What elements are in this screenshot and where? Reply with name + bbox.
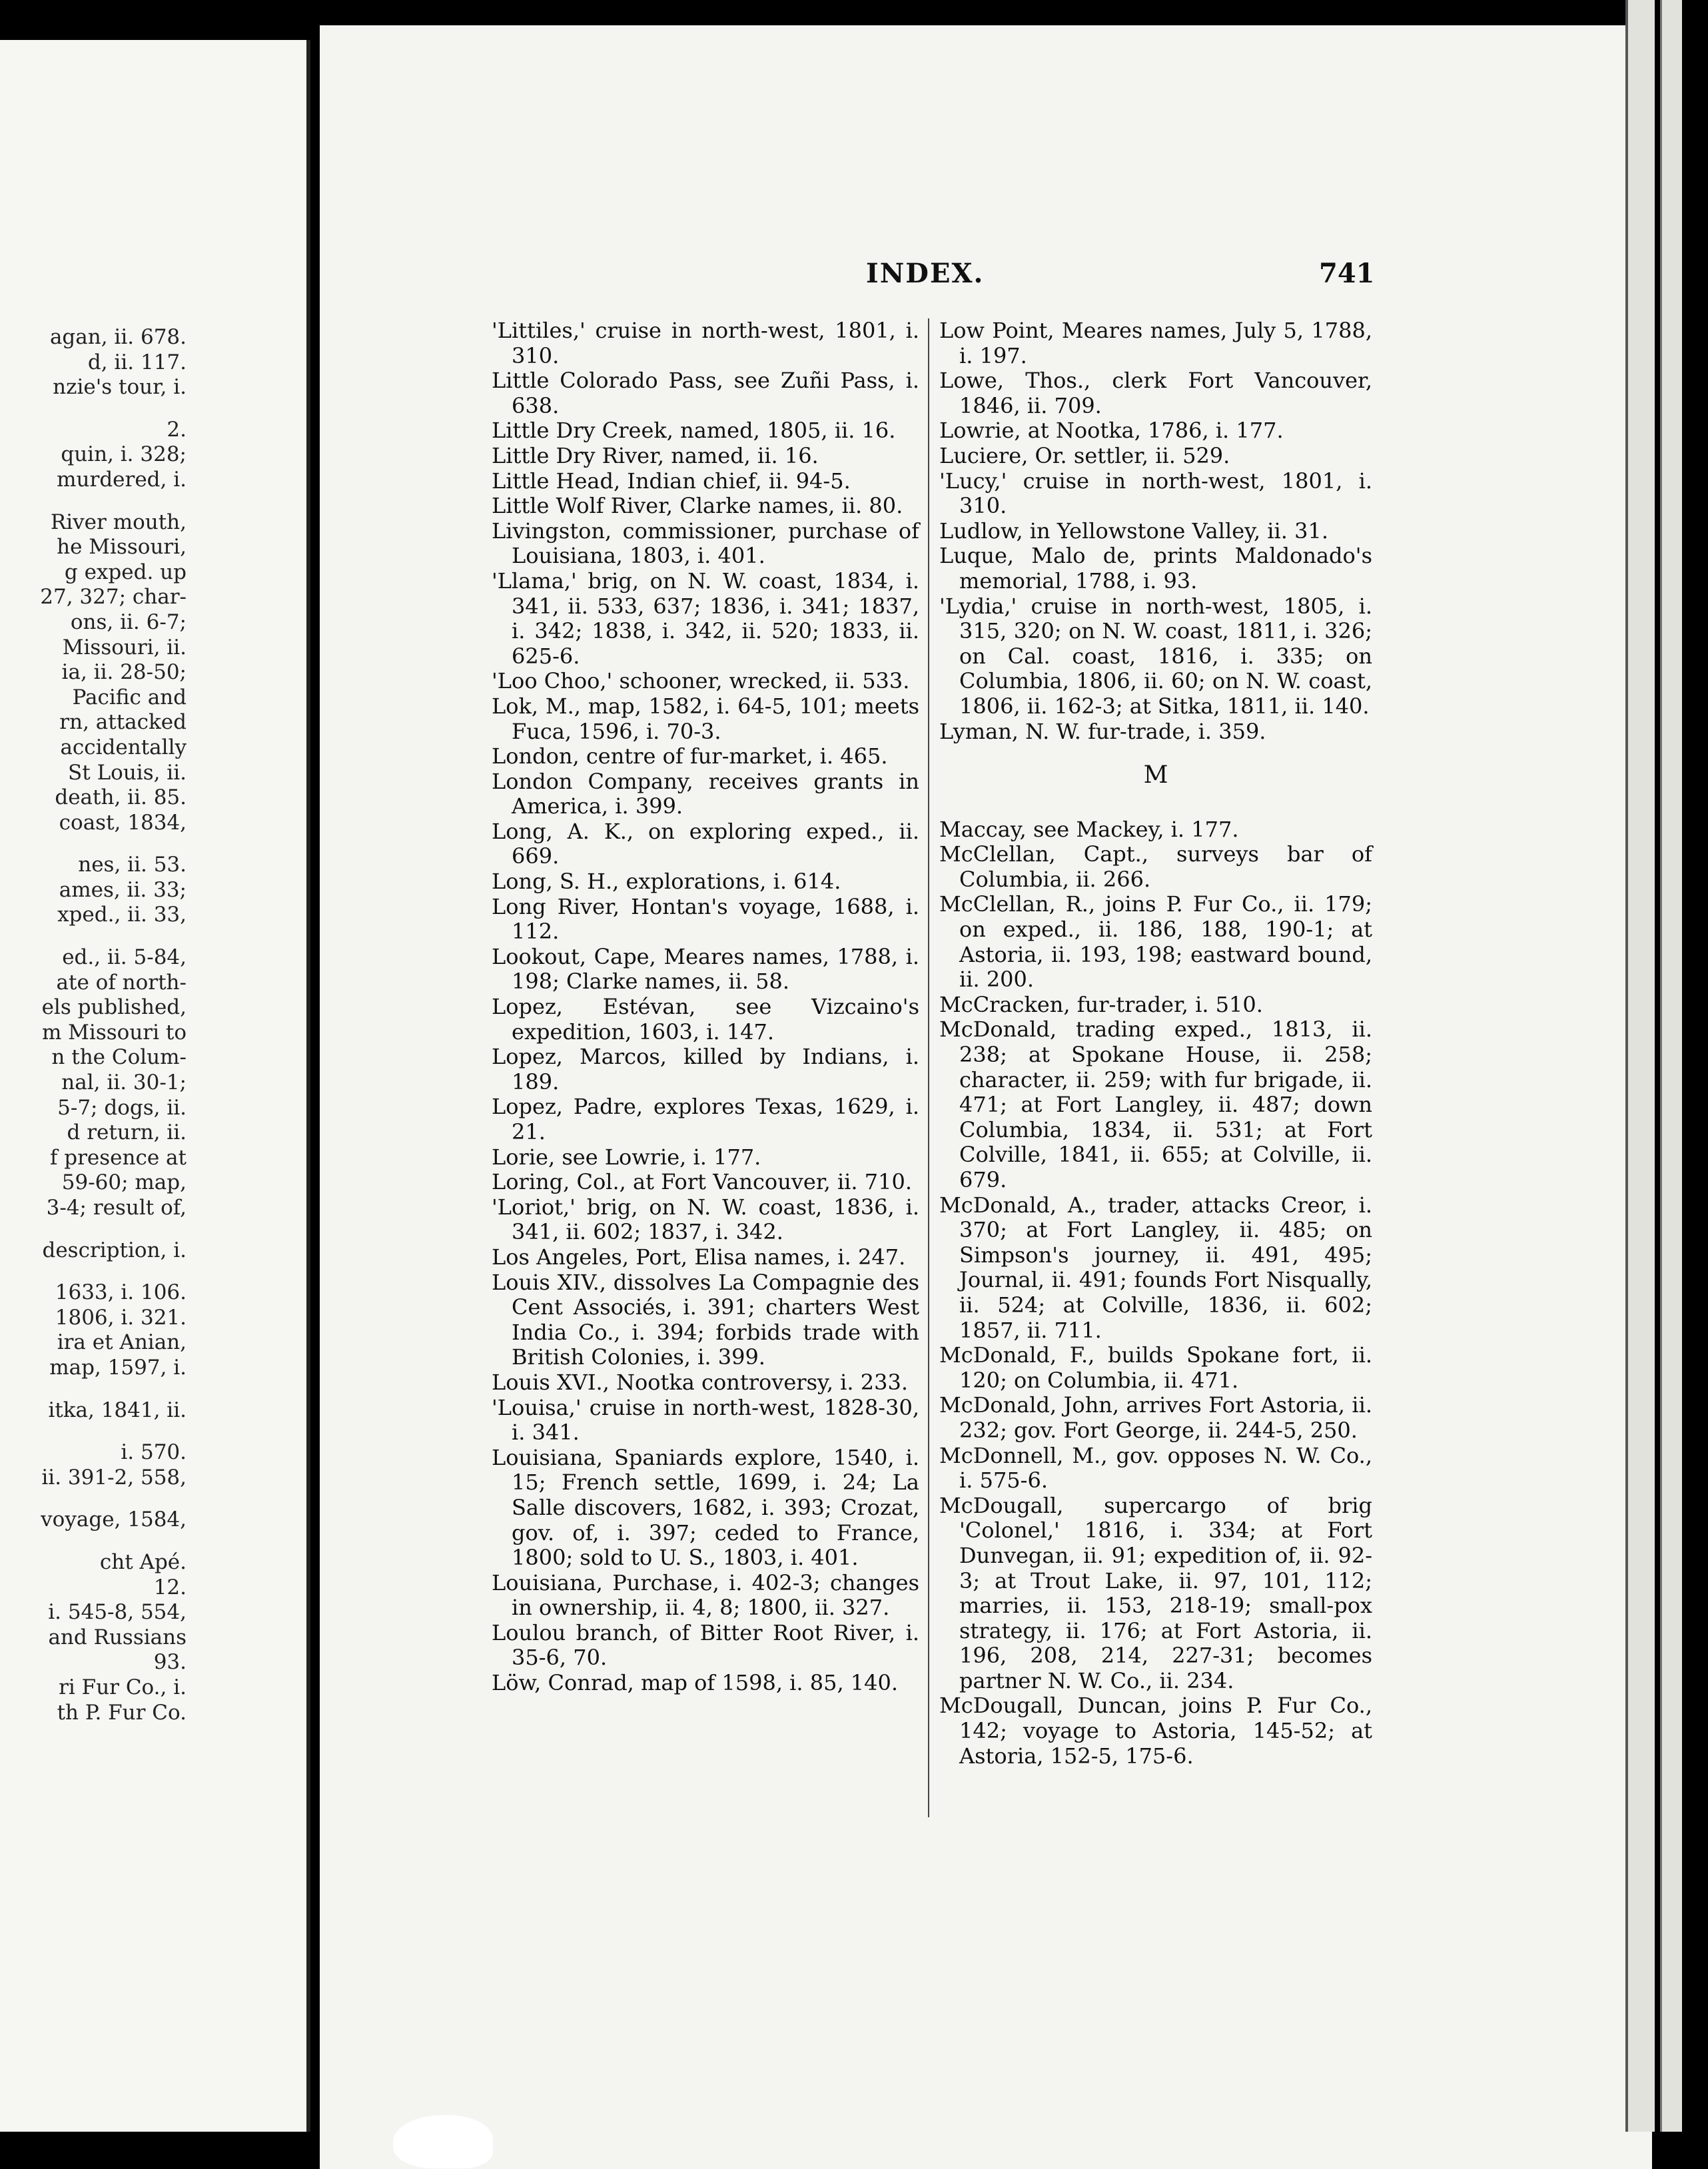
- left-page-text: [0, 325, 306, 1725]
- index-entry: McDougall, supercargo of brig 'Colonel,' 1816, i. 334; at Fort Dunvegan, ii. 91; expedition of, ii. 92-3; at Trout Lake, ii. 97, 101, 112; marries, ii. 153, 218-19; small-pox strategy, ii. 176; at Fort Astoria, ii. 196, 208, 214, 227-31; becomes partner N. W. Co., ii. 234.: [939, 1492, 1372, 1693]
- index-entry: Maccay, see Mackey, i. 177.: [939, 816, 1239, 842]
- index-entry: Los Angeles, Port, Elisa names, i. 247.: [492, 1244, 906, 1270]
- left-page-line: d return, ii.: [67, 1120, 187, 1145]
- index-entry: Lorie, see Lowrie, i. 177.: [492, 1144, 761, 1170]
- index-entry: Lyman, N. W. fur-trade, i. 359.: [939, 718, 1266, 744]
- left-page-line: 1633, i. 106.: [55, 1280, 187, 1305]
- left-page-line: rn, attacked: [59, 710, 187, 735]
- left-page-line: coast, 1834,: [59, 810, 187, 835]
- index-entry: 'Lydia,' cruise in north-west, 1805, i. 315, 320; on N. W. coast, 1811, i. 326; on Cal. coast, 1816, i. 335; on Columbia, 1806, ii. 60; on N. W. coast, 1806, ii. 162-3; at Sitka, 1811, ii. 140.: [939, 593, 1372, 719]
- left-page-line: nal, ii. 30-1;: [61, 1071, 187, 1095]
- left-page-line: voyage, 1584,: [41, 1508, 187, 1532]
- left-page-line: ii. 391-2, 558,: [41, 1465, 187, 1490]
- index-entries-m: [939, 817, 1372, 1769]
- index-entries-l: [939, 318, 1372, 744]
- left-page-line: ate of north-: [56, 970, 187, 995]
- left-page-line: map, 1597, i.: [49, 1355, 187, 1380]
- left-page-line: ri Fur Co., i.: [59, 1675, 187, 1699]
- index-entry: Louisiana, Spaniards explore, 1540, i. 15; French settle, 1699, i. 24; La Salle discovers, 1682, i. 393; Crozat, gov. of, i. 397; ceded to France, 1800; sold to U. S., 1803, i. 401.: [492, 1444, 919, 1571]
- index-entry: McCracken, fur-trader, i. 510.: [939, 991, 1263, 1017]
- index-entry: Lowrie, at Nootka, 1786, i. 177.: [939, 418, 1284, 444]
- left-page-line: St Louis, ii.: [68, 760, 187, 785]
- left-page-line: g exped. up: [64, 560, 187, 584]
- index-entry: Livingston, commissioner, purchase of Louisiana, 1803, i. 401.: [492, 518, 919, 569]
- left-page-line: murdered, i.: [57, 467, 187, 492]
- index-entry: Louis XIV., dissolves La Compagnie des Cent Associés, i. 391; charters West India Co., i. 394; forbids trade with British Colonies, i. 399.: [492, 1269, 919, 1370]
- left-page-line: 3-4; result of,: [46, 1196, 187, 1220]
- index-entry: McDonnell, M., gov. opposes N. W. Co., i. 575-6.: [939, 1442, 1372, 1494]
- index-column-right: [939, 318, 1372, 1769]
- left-page-line: 59-60; map,: [61, 1170, 187, 1195]
- left-page-line: quin, i. 328;: [61, 442, 187, 467]
- left-page-line: ons, ii. 6-7;: [70, 610, 187, 634]
- index-entry: McClellan, Capt., surveys bar of Columbia, ii. 266.: [939, 841, 1372, 892]
- left-page-line: 2.: [167, 417, 187, 442]
- index-entry: Little Colorado Pass, see Zuñi Pass, i. 638.: [492, 368, 919, 418]
- page-edge: [1660, 0, 1682, 2132]
- index-entry: London, centre of fur-market, i. 465.: [492, 743, 888, 769]
- left-page-line: Pacific and: [72, 685, 187, 709]
- index-entry: Lopez, Estévan, see Vizcaino's expedition, 1603, i. 147.: [492, 994, 919, 1045]
- left-page-line: itka, 1841, ii.: [48, 1398, 187, 1422]
- index-column-left: [492, 318, 919, 1696]
- index-entry: McClellan, R., joins P. Fur Co., ii. 179; on exped., ii. 186, 188, 190-1; at Astoria, ii. 193, 198; eastward bound, ii. 200.: [939, 891, 1372, 993]
- index-entry: Löw, Conrad, map of 1598, i. 85, 140.: [492, 1670, 899, 1696]
- index-entry: Little Wolf River, Clarke names, ii. 80.: [492, 493, 903, 519]
- left-page-line: Missouri, ii.: [62, 635, 187, 659]
- index-entry: Lowe, Thos., clerk Fort Vancouver, 1846, ii. 709.: [939, 368, 1372, 418]
- index-entry: McDonald, A., trader, attacks Creor, i. 370; at Fort Langley, ii. 485; on Simpson's journey, ii. 491, 495; Journal, ii. 491; founds Fort Nisqually, ii. 524; at Colville, 1836, ii. 602; 1857, ii. 711.: [939, 1192, 1372, 1343]
- index-entry: 'Loriot,' brig, on N. W. coast, 1836, i. 341, ii. 602; 1837, i. 342.: [492, 1194, 919, 1245]
- index-entry: 'Loo Choo,' schooner, wrecked, ii. 533.: [492, 668, 910, 694]
- left-page-line: he Missouri,: [57, 535, 187, 560]
- index-entry: 'Lucy,' cruise in north-west, 1801, i. 310.: [939, 468, 1372, 519]
- index-entry: McDonald, John, arrives Fort Astoria, ii. 232; gov. Fort George, ii. 244-5, 250.: [939, 1392, 1372, 1443]
- index-entry: Long, A. K., on exploring exped., ii. 669.: [492, 818, 919, 869]
- left-page-line: els published,: [41, 995, 187, 1020]
- page-edge: [1625, 0, 1655, 2132]
- left-page-line: i. 570.: [121, 1440, 187, 1465]
- index-entry: London Company, receives grants in America, i. 399.: [492, 768, 919, 819]
- left-page-line: th P. Fur Co.: [57, 1700, 187, 1725]
- left-page: [0, 40, 310, 2132]
- left-page-line: i. 545-8, 554,: [48, 1600, 187, 1625]
- section-letter: M: [1143, 761, 1168, 789]
- index-entry: Little Head, Indian chief, ii. 94-5.: [492, 468, 851, 494]
- left-page-line: and Russians: [48, 1625, 187, 1649]
- running-head: INDEX.: [866, 258, 985, 289]
- index-entry: Louis XVI., Nootka controversy, i. 233.: [492, 1369, 908, 1395]
- index-entry: Lok, M., map, 1582, i. 64-5, 101; meets Fuca, 1596, i. 70-3.: [492, 693, 919, 744]
- index-entry: Loring, Col., at Fort Vancouver, ii. 710.: [492, 1169, 912, 1195]
- left-page-line: ames, ii. 33;: [59, 877, 187, 902]
- left-page-line: nes, ii. 53.: [78, 853, 187, 877]
- left-page-line: n the Colum-: [51, 1045, 187, 1070]
- left-page-line: ed., ii. 5-84,: [62, 945, 187, 970]
- left-page-line: agan, ii. 678.: [49, 325, 187, 349]
- left-page-line: 12.: [153, 1575, 187, 1599]
- library-stamp: [393, 2115, 493, 2168]
- index-entry: Lopez, Padre, explores Texas, 1629, i. 21.: [492, 1094, 919, 1144]
- left-page-line: ira et Anian,: [57, 1330, 187, 1355]
- left-page-line: accidentally: [60, 735, 187, 759]
- left-page-line: ia, ii. 28-50;: [61, 660, 187, 685]
- index-entry: Little Dry Creek, named, 1805, ii. 16.: [492, 418, 896, 444]
- left-page-line: 93.: [153, 1650, 187, 1675]
- left-page-line: nzie's tour, i.: [53, 375, 187, 400]
- left-page-line: River mouth,: [50, 510, 187, 534]
- index-entry: 'Littiles,' cruise in north-west, 1801, i. 310.: [492, 318, 919, 368]
- index-entry: Lookout, Cape, Meares names, 1788, i. 198; Clarke names, ii. 58.: [492, 943, 919, 995]
- left-page-line: death, ii. 85.: [55, 785, 187, 810]
- left-page-line: f presence at: [49, 1145, 187, 1170]
- left-page-line: m Missouri to: [41, 1020, 187, 1045]
- left-page-line: d, ii. 117.: [87, 350, 187, 374]
- index-entry: McDonald, trading exped., 1813, ii. 238; at Spokane House, ii. 258; character, ii. 259; with fur brigade, ii. 471; at Fort Langley, ii. 487; down Columbia, 1834, ii. 531; at Fort Colville, 1841, ii. 655; at Colville, ii. 679.: [939, 1017, 1372, 1192]
- index-entry: McDougall, Duncan, joins P. Fur Co., 142; voyage to Astoria, 145-52; at Astoria, 152-5, 175-6.: [939, 1693, 1372, 1769]
- index-entry: Little Dry River, named, ii. 16.: [492, 442, 819, 468]
- index-entry: Luciere, Or. settler, ii. 529.: [939, 442, 1230, 468]
- index-entry: Long, S. H., explorations, i. 614.: [492, 869, 841, 895]
- left-page-line: 27, 327; char-: [40, 585, 187, 610]
- left-page-line: description, i.: [42, 1238, 187, 1262]
- index-entry: McDonald, F., builds Spokane fort, ii. 120; on Columbia, ii. 471.: [939, 1342, 1372, 1393]
- index-entry: 'Llama,' brig, on N. W. coast, 1834, i. 341, ii. 533, 637; 1836, i. 341; 1837, i. 342; 1838, i. 342, ii. 520; 1833, ii. 625-6.: [492, 568, 919, 669]
- index-entry: Loulou branch, of Bitter Root River, i. 35-6, 70.: [492, 1619, 919, 1671]
- index-entry: 'Louisa,' cruise in north-west, 1828-30, i. 341.: [492, 1394, 919, 1446]
- column-divider: [928, 318, 929, 1817]
- index-entry: Luque, Malo de, prints Maldonado's memorial, 1788, i. 93.: [939, 543, 1372, 594]
- left-page-line: cht Apé.: [99, 1549, 187, 1574]
- index-entry: Ludlow, in Yellowstone Valley, ii. 31.: [939, 518, 1328, 544]
- left-page-line: 1806, i. 321.: [55, 1305, 187, 1330]
- index-entry: Long River, Hontan's voyage, 1688, i. 112.: [492, 893, 919, 945]
- left-page-line: 5-7; dogs, ii.: [57, 1095, 187, 1120]
- index-entry: Louisiana, Purchase, i. 402-3; changes in ownership, ii. 4, 8; 1800, ii. 327.: [492, 1569, 919, 1621]
- index-entry: Low Point, Meares names, July 5, 1788, i. 197.: [939, 318, 1372, 368]
- page-number: 741: [1319, 258, 1375, 289]
- left-page-line: xped., ii. 33,: [57, 903, 187, 927]
- index-entry: Lopez, Marcos, killed by Indians, i. 189.: [492, 1044, 919, 1094]
